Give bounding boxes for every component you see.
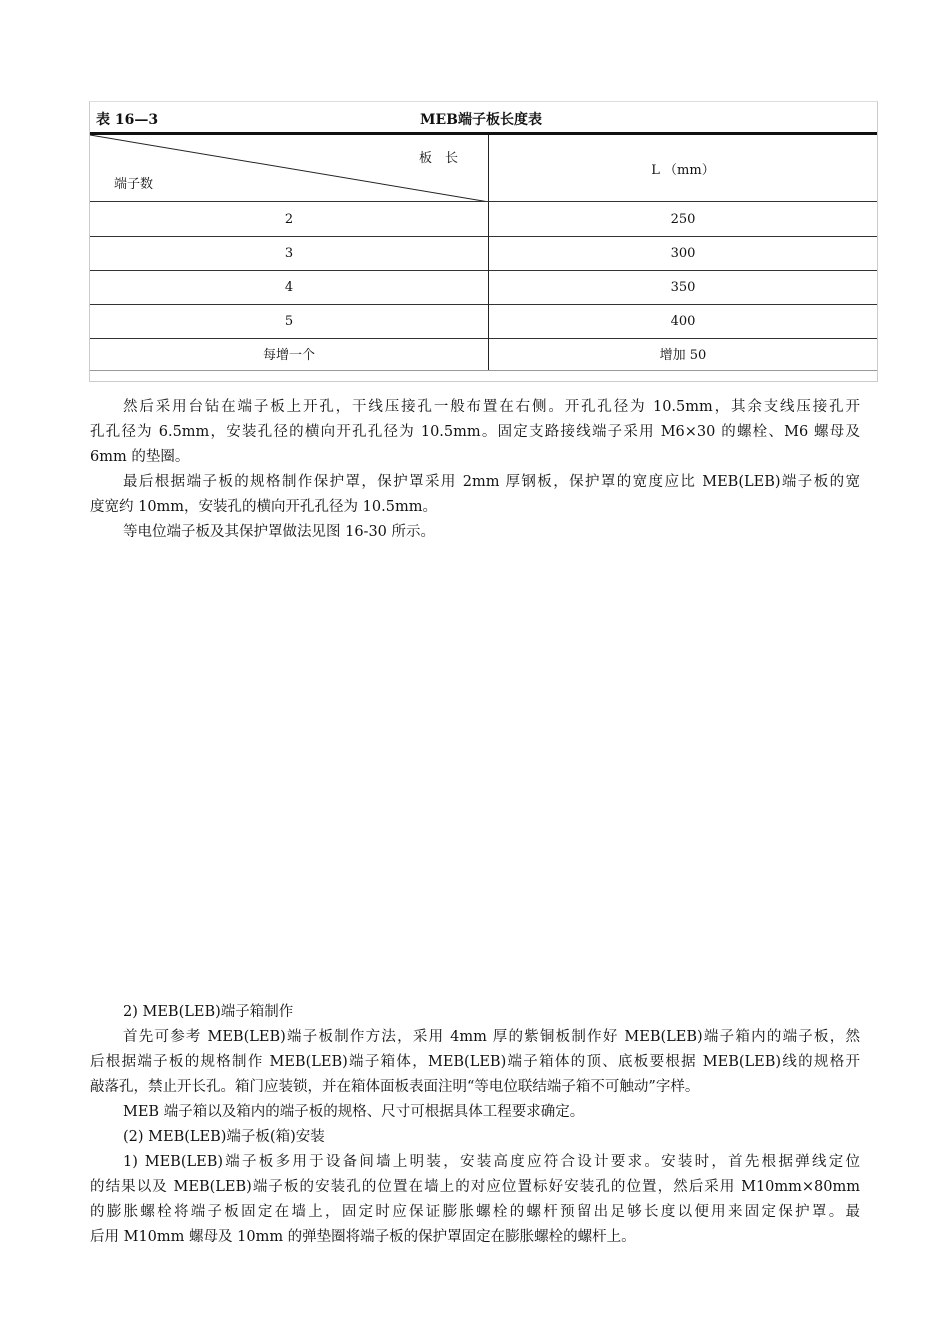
length-cell: 350 xyxy=(670,279,696,295)
diagonal-header-cell xyxy=(90,135,489,202)
text-line: 1) MEB(LEB)端子板多用于设备间墙上明装，安装高度应符合设计要求。安装时，首先根据弹线定位 xyxy=(123,1154,860,1170)
table-row xyxy=(90,304,877,338)
length-cell: 300 xyxy=(670,245,696,261)
divider xyxy=(90,370,877,371)
header-board-length: 板 长 xyxy=(418,151,458,166)
terminal-count-cell: 每增一个 xyxy=(90,337,489,370)
body-text-block-1 xyxy=(90,395,860,545)
header-length-cell: L （mm） xyxy=(651,163,715,178)
text-line: 2) MEB(LEB)端子箱制作 xyxy=(123,1004,294,1020)
terminal-count-cell: 5 xyxy=(90,304,489,338)
text-line: 最后根据端子板的规格制作保护罩，保护罩采用 2mm 厚钢板，保护罩的宽度应比 MEB(LEB)端子板的宽 xyxy=(123,474,860,490)
table-row xyxy=(90,337,877,370)
table-row xyxy=(90,202,877,236)
table-row xyxy=(90,270,877,304)
header-terminal-count: 端子数 xyxy=(114,177,154,192)
table-title: MEB端子板长度表 xyxy=(420,112,543,128)
length-cell: 400 xyxy=(670,313,696,329)
text-line: 后用 M10mm 螺母及 10mm 的弹垫圈将端子板的保护罩固定在膨胀螺栓的螺杆上。 xyxy=(90,1229,636,1245)
text-line: 然后采用台钻在端子板上开孔，干线压接孔一般布置在右侧。开孔孔径为 10.5mm，其余支线压接孔开 xyxy=(123,399,860,415)
terminal-count-cell: 3 xyxy=(90,236,489,270)
text-line: 的膨胀螺栓将端子板固定在墙上，固定时应保证膨胀螺栓的螺杆预留出足够长度以便用来固定保护罩。最 xyxy=(90,1204,860,1220)
length-cell: 增加 50 xyxy=(659,348,707,363)
text-line: (2) MEB(LEB)端子板(箱)安装 xyxy=(123,1129,325,1145)
terminal-count-cell: 2 xyxy=(90,202,489,236)
text-line: 后根据端子板的规格制作 MEB(LEB)端子箱体，MEB(LEB)端子箱体的顶、底板要根据 MEB(LEB)线的规格开 xyxy=(90,1054,860,1070)
terminal-count-cell: 4 xyxy=(90,270,489,304)
table-number: 表 16—3 xyxy=(96,112,159,128)
table-row xyxy=(90,236,877,270)
length-cell: 250 xyxy=(670,211,696,227)
table-header-row xyxy=(90,135,877,202)
text-line: 的结果以及 MEB(LEB)端子板的安装孔的位置在墙上的对应位置标好安装孔的位置，然后采用 M10mm×80mm xyxy=(90,1179,860,1195)
text-line: 敲落孔，禁止开长孔。箱门应装锁，并在箱体面板表面注明“等电位联结端子箱不可触动”字样。 xyxy=(90,1079,700,1095)
body-text-block-2 xyxy=(90,1000,860,1250)
text-line: 首先可参考 MEB(LEB)端子板制作方法，采用 4mm 厚的紫铜板制作好 MEB(LEB)端子箱内的端子板，然 xyxy=(123,1029,860,1045)
text-line: 6mm 的垫圈。 xyxy=(90,449,190,465)
text-line: 度宽约 10mm，安装孔的横向开孔孔径为 10.5mm。 xyxy=(90,499,437,515)
text-line: 等电位端子板及其保护罩做法见图 16-30 所示。 xyxy=(123,524,436,540)
text-line: MEB 端子箱以及箱内的端子板的规格、尺寸可根据具体工程要求确定。 xyxy=(123,1104,585,1120)
text-line: 孔孔径为 6.5mm，安装孔径的横向开孔孔径为 10.5mm。固定支路接线端子采用 M6×30 的螺栓、M6 螺母及 xyxy=(90,424,860,440)
terminal-board-length-table xyxy=(89,101,878,382)
